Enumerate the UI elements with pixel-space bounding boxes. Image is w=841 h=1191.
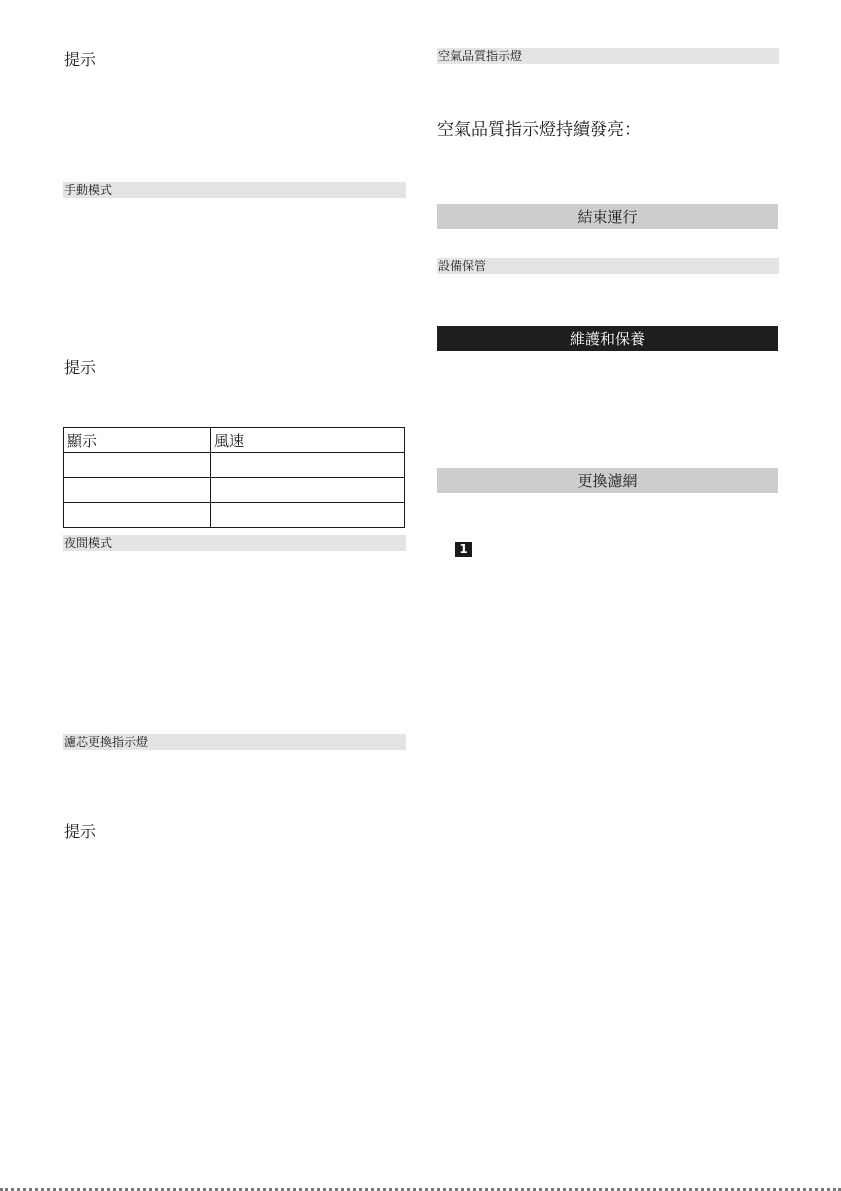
storage-heading: 設備保管	[437, 258, 779, 274]
table-cell	[64, 453, 211, 478]
hint-label: 提示	[64, 822, 97, 841]
table-header-display: 顯示	[64, 428, 211, 453]
table-cell	[64, 503, 211, 528]
table-cell	[211, 478, 405, 503]
table-row	[64, 478, 405, 503]
manual-mode-heading: 手動模式	[63, 182, 406, 198]
step-number-badge: 1	[455, 542, 472, 557]
air-quality-text: 空氣品質指示燈持續發亮：	[437, 120, 641, 140]
replace-filter-chapter-title: 更換濾網	[437, 468, 778, 493]
night-mode-heading: 夜間模式	[63, 535, 406, 551]
end-operation-chapter-title: 結束運行	[437, 204, 778, 229]
table-row	[64, 503, 405, 528]
table-cell	[211, 453, 405, 478]
table-header-fan-speed: 風速	[211, 428, 405, 453]
maintenance-chapter-title: 維護和保養	[437, 326, 778, 351]
fan-speed-table	[63, 427, 405, 528]
air-quality-indicator-heading: 空氣品質指示燈	[437, 48, 779, 64]
table-row	[64, 453, 405, 478]
table-cell	[64, 478, 211, 503]
hint-label: 提示	[64, 358, 97, 377]
table-cell	[211, 503, 405, 528]
hint-label: 提示	[64, 50, 97, 69]
filter-indicator-heading: 濾芯更換指示燈	[63, 734, 406, 750]
table-header-row	[64, 428, 405, 453]
